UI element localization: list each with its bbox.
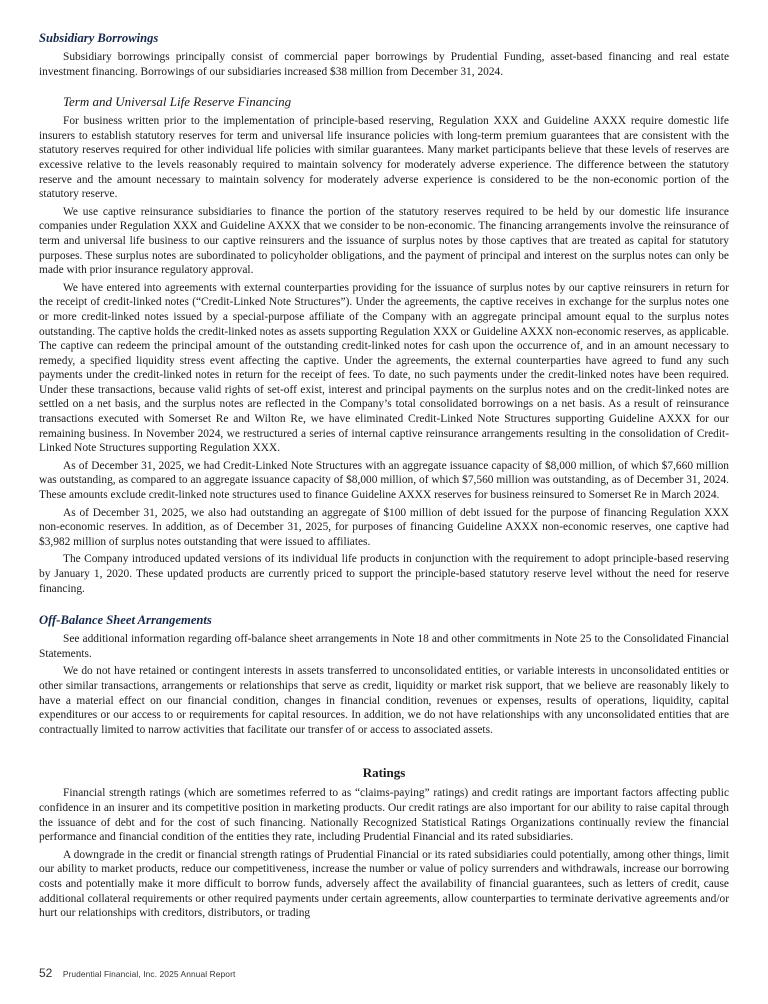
paragraph: The Company introduced updated versions of its individual life products in conjunction with the requirement to adopt principle-based reserving by January 1, 2020. These updated products are currently priced to support the principle-based statutory reserve level without the need for reserve financing. xyxy=(39,553,729,595)
document-page xyxy=(39,30,729,924)
paragraph: See additional information regarding off-balance sheet arrangements in Note 18 and other commitments in Note 25 to the Consolidated Financial Statements. xyxy=(39,633,729,660)
paragraph: A downgrade in the credit or financial strength ratings of Prudential Financial or its rated subsidiaries could potentially, among other things, limit our ability to market products, reduce our competitiveness, increase the number or value of policy surrenders and withdrawals, increase our borrowing costs and potentially make it more difficult to borrow funds, adversely affect the availability of financial guarantees, such as letters of credit, cause additional collateral requirements or other required payments under certain agreements, allow counterparties to terminate derivative agreements and/or hurt our relationships with creditors, distributors, or trading xyxy=(39,848,729,920)
paragraph: We use captive reinsurance subsidiaries to finance the portion of the statutory reserves required to be held by our domestic life insurance companies under Regulation XXX and Guideline AXXX that we consider to be non-economic. The financing arrangements involve the reinsurance of term and universal life business to our captive reinsurers and the issuance of surplus notes by those captives that are treated as capital for statutory purposes. These surplus notes are subordinated to policyholder obligations, and the payment of principal and interest on the surplus notes can only be made with prior insurance regulatory approval. xyxy=(39,205,729,277)
paragraph: For business written prior to the implementation of principle-based reserving, Regulation XXX and Guideline AXXX require domestic life insurers to establish statutory reserves for term and universal life insurance policies with long-term premium guarantees that are consistent with the statutory reserves required for other individual life policies with similar guarantees. Many market participants believe that these levels of reserves are excessive relative to the levels reasonably required to maintain solvency for moderately adverse experience. The difference between the statutory reserve and the amount necessary to maintain solvency for moderately adverse experience is considered to be the non-economic portion of the statutory reserve. xyxy=(39,115,729,201)
footer-report-title: Prudential Financial, Inc. 2025 Annual Report xyxy=(62,969,236,979)
subsection-title-reserve-financing: Term and Universal Life Reserve Financing xyxy=(63,94,292,110)
paragraph: Subsidiary borrowings principally consist of commercial paper borrowings by Prudential Funding, asset-based financing and real estate investment financing. Borrowings of our subsidiaries increased $38 million from December 31, 2024. xyxy=(39,51,729,78)
paragraph: Financial strength ratings (which are sometimes referred to as “claims-paying” ratings) and credit ratings are important factors affecting public confidence in an insurer and its competitive position in marketing products. Our credit ratings are also important for our ability to raise capital through the issuance of debt and for the cost of such financing. Nationally Recognized Statistical Ratings Organizations continually review the financial performance and financial condition of the entities they rate, including Prudential Financial and its rated subsidiaries. xyxy=(39,787,729,844)
section-title-subsidiary-borrowings: Subsidiary Borrowings xyxy=(39,31,159,45)
section-title-ratings: Ratings xyxy=(362,765,406,781)
paragraph: We do not have retained or contingent interests in assets transferred to unconsolidated entities, or variable interests in unconsolidated entities or other similar transactions, arrangements or relationships that serve as credit, liquidity or market risk support, that we believe are reasonably likely to have a material effect on our financial condition, changes in financial condition, revenues or expenses, results of operations, liquidity, capital expenditures or our access to or requirements for capital resources. In addition, we do not have relationships with any unconsolidated entities that are contractually limited to narrow activities that facilitate our transfer of or access to associated assets. xyxy=(39,665,729,736)
paragraph: We have entered into agreements with external counterparties providing for the issuance of surplus notes by our captive reinsurers in return for the receipt of credit-linked notes (“Credit-Linked Note Structures”). Under the agreements, the captive receives in exchange for the surplus notes one or more credit-linked notes issued by a special-purpose affiliate of the Company with an aggregate principal amount equal to the surplus notes outstanding. The captive holds the credit-linked notes as assets supporting Regulation XXX or Guideline AXXX non-economic reserves, as applicable. The captive can redeem the principal amount of the outstanding credit-linked notes for cash upon the occurrence of, and in an amount necessary to remedy, a specified liquidity stress event affecting the captive. Under the agreements, the external counterparties have agreed to fund any such payments under the credit-linked notes in return for the receipt of fees. To date, no such payments under the credit-linked notes have been required. Under these transactions, because valid rights of set-off exist, interest and principal payments on the surplus notes and on the credit-linked notes are settled on a net basis, and the surplus notes are reflected in the Company’s total consolidated borrowings on a net basis. As a result of reinsurance transactions executed with Somerset Re and Wilton Re, we have eliminated Credit-Linked Note Structures supporting Guideline AXXX for our remaining business. In November 2024, we restructured a series of internal captive reinsurance arrangements resulting in the consolidation of Credit-Linked Note Structures supporting Regulation XXX. xyxy=(39,281,729,455)
page-footer xyxy=(39,964,235,982)
page-number: 52 xyxy=(39,966,53,980)
section-title-off-balance-sheet: Off-Balance Sheet Arrangements xyxy=(39,613,212,628)
paragraph: As of December 31, 2025, we also had outstanding an aggregate of $100 million of debt issued for the purpose of financing Regulation XXX non-economic reserves. In addition, as of December 31, 2025, for purposes of financing Guideline AXXX non-economic reserves, one captive had $3,982 million of surplus notes outstanding that were issued to affiliates. xyxy=(39,506,729,548)
paragraph: As of December 31, 2025, we had Credit-Linked Note Structures with an aggregate issuance capacity of $8,000 million, of which $7,660 million was outstanding, as compared to an aggregate issuance capacity of $8,000 million, of which $7,560 million was outstanding, as of December 31, 2024. These amounts exclude credit-linked note structures used to finance Guideline AXXX reserves for business reinsured to Somerset Re in March 2024. xyxy=(39,459,729,502)
